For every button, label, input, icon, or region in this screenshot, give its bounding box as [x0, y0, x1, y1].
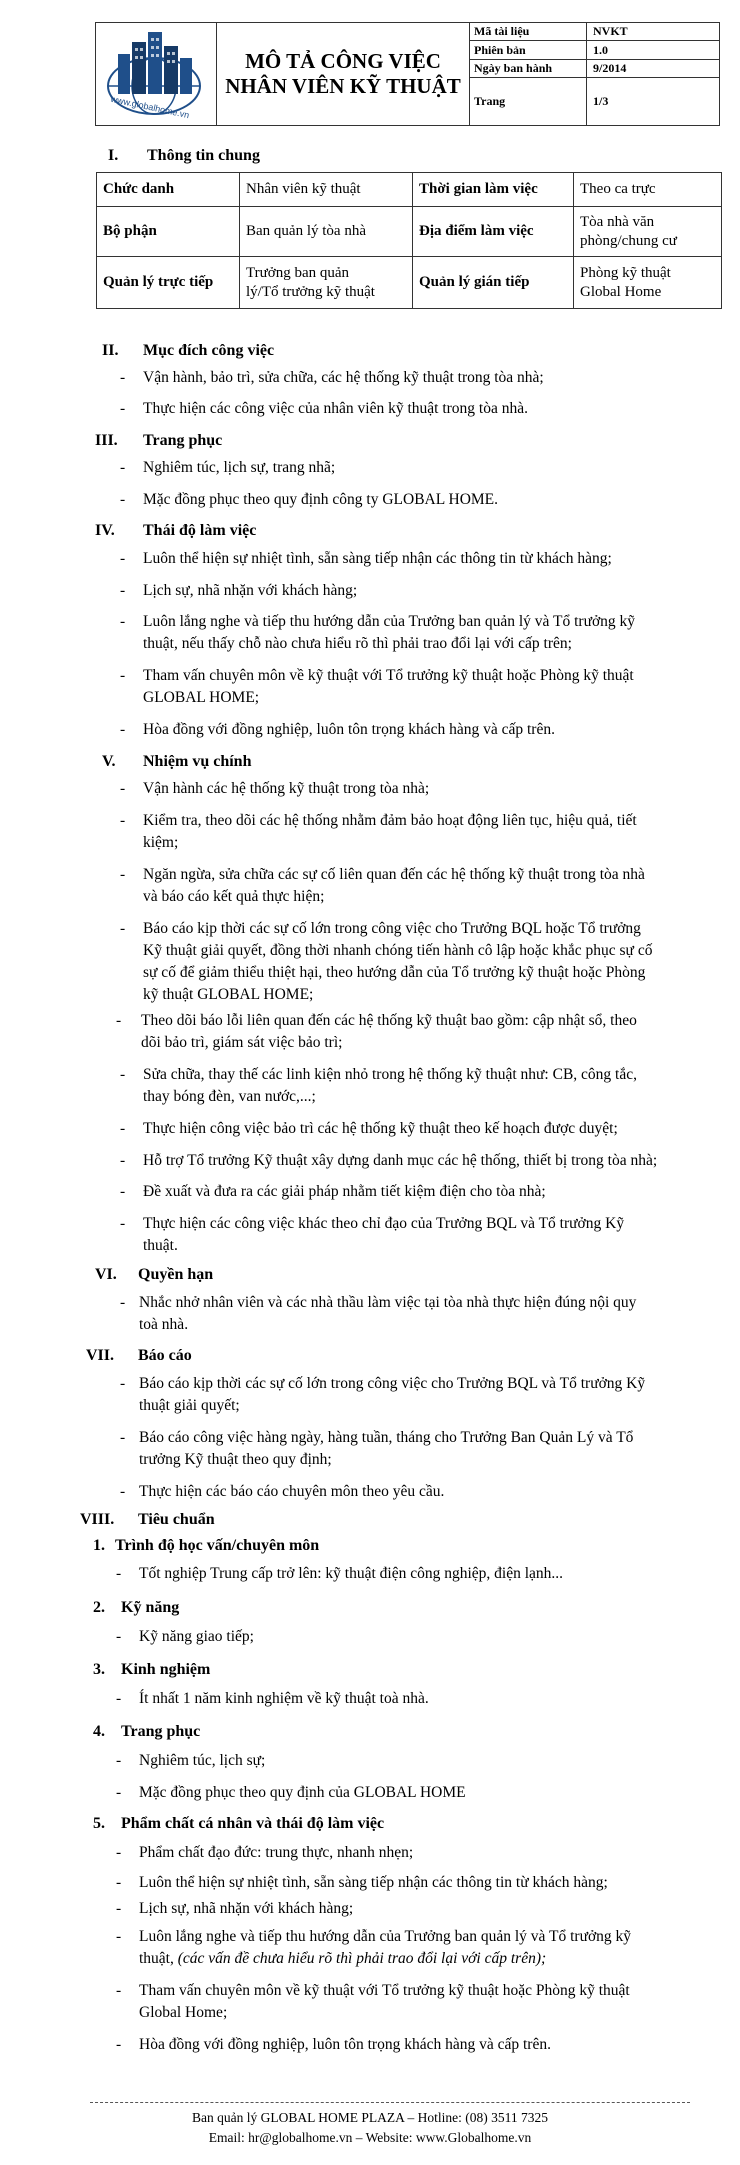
- subsection-number: 2.: [93, 1599, 105, 1616]
- bullet-dash: -: [116, 1752, 122, 1769]
- list-item: Thực hiện công việc bảo trì các hệ thống kỹ thuật theo kế hoạch được duyệt;: [143, 1120, 618, 1137]
- info-label: Địa điểm làm việc: [413, 207, 574, 257]
- list-item-cont: GLOBAL HOME;: [143, 689, 260, 706]
- list-item-cont: thuật giải quyết;: [139, 1397, 240, 1414]
- meta-value: NVKT: [587, 23, 720, 41]
- info-value-line: Tòa nhà văn: [580, 213, 655, 230]
- bullet-dash: -: [116, 1982, 122, 1999]
- bullet-dash: -: [120, 400, 126, 417]
- subsection-title: Kinh nghiệm: [121, 1661, 211, 1678]
- bullet-dash: -: [120, 1183, 126, 1200]
- list-item: Thực hiện các công việc khác theo chỉ đạo của Trưởng BQL và Tổ trưởng Kỹ: [143, 1215, 625, 1232]
- section-title: Mục đích công việc: [143, 342, 275, 359]
- general-info-table: [96, 172, 722, 309]
- list-item-cont: [139, 1948, 546, 1970]
- bullet-dash: -: [120, 1066, 126, 1083]
- list-item: Báo cáo kịp thời các sự cố lớn trong công việc cho Trưởng BQL và Tổ trưởng Kỹ: [139, 1375, 646, 1392]
- bullet-dash: -: [120, 369, 126, 386]
- bullet-dash: -: [116, 1784, 122, 1801]
- bullet-dash: -: [120, 1215, 126, 1232]
- list-item-cont: kiệm;: [143, 834, 179, 851]
- bullet-dash: -: [120, 582, 126, 599]
- document-header: [95, 22, 720, 126]
- subsection-number: 3.: [93, 1661, 105, 1678]
- subsection-title: Trình độ học vấn/chuyên môn: [115, 1537, 320, 1554]
- subsection-title: Trang phục: [121, 1723, 201, 1740]
- list-item: Hòa đồng với đồng nghiệp, luôn tôn trọng khách hàng và cấp trên.: [139, 2036, 551, 2053]
- bullet-dash: -: [120, 1152, 126, 1169]
- bullet-dash: -: [120, 550, 126, 567]
- info-value: Ban quản lý tòa nhà: [240, 207, 413, 257]
- company-logo: [96, 24, 214, 124]
- list-item-cont: và báo cáo kết quả thực hiện;: [143, 888, 325, 905]
- section-title: Trang phục: [143, 432, 223, 449]
- bullet-dash: -: [120, 812, 126, 829]
- section-number: V.: [102, 753, 116, 770]
- info-label: Quản lý trực tiếp: [97, 257, 240, 309]
- list-item: Hỗ trợ Tổ trưởng Kỹ thuật xây dựng danh mục các hệ thống, thiết bị trong tòa nhà;: [143, 1152, 658, 1169]
- section-title: Tiêu chuẩn: [138, 1511, 215, 1528]
- bullet-dash: -: [120, 721, 126, 738]
- logo-cell: [96, 23, 217, 126]
- list-item-cont: Global Home;: [139, 2004, 228, 2021]
- info-label: Chức danh: [97, 173, 240, 207]
- list-item: Ít nhất 1 năm kinh nghiệm về kỹ thuật toà nhà.: [139, 1690, 429, 1707]
- list-item: Ngăn ngừa, sửa chữa các sự cố liên quan đến các hệ thống kỹ thuật trong tòa nhà: [143, 866, 645, 883]
- list-item-cont: dõi bảo trì, giám sát việc bảo trì;: [141, 1034, 343, 1051]
- info-label: Thời gian làm việc: [413, 173, 574, 207]
- list-item: Đề xuất và đưa ra các giải pháp nhằm tiết kiệm điện cho tòa nhà;: [143, 1183, 546, 1200]
- list-item: Tham vấn chuyên môn về kỹ thuật với Tổ trưởng kỹ thuật hoặc Phòng kỹ thuật: [143, 667, 634, 684]
- list-item: Vận hành các hệ thống kỹ thuật trong tòa nhà;: [143, 780, 430, 797]
- list-item: Thực hiện các báo cáo chuyên môn theo yêu cầu.: [139, 1483, 445, 1500]
- meta-value: 9/2014: [587, 59, 720, 77]
- list-item: Báo cáo kịp thời các sự cố lớn trong công việc cho Trưởng BQL hoặc Tổ trưởng: [143, 920, 641, 937]
- meta-key: Phiên bản: [470, 41, 587, 59]
- meta-key: Trang: [470, 78, 587, 126]
- list-item: Mặc đồng phục theo quy định công ty GLOBAL HOME.: [143, 491, 499, 508]
- list-item: Tham vấn chuyên môn về kỹ thuật với Tổ trưởng kỹ thuật hoặc Phòng kỹ thuật: [139, 1982, 630, 1999]
- meta-key: Mã tài liệu: [470, 23, 587, 41]
- info-value: [574, 207, 722, 257]
- list-item-cont: thuật, nếu thấy chỗ nào chưa hiểu rõ thì phải trao đổi lại với cấp trên;: [143, 635, 572, 652]
- title-line-2: NHÂN VIÊN KỸ THUẬT: [225, 74, 461, 98]
- list-item: Lịch sự, nhã nhặn với khách hàng;: [143, 582, 358, 599]
- list-item-cont: kỹ thuật GLOBAL HOME;: [143, 986, 314, 1003]
- section-title: Quyền hạn: [138, 1266, 214, 1283]
- list-item: Thực hiện các công việc của nhân viên kỹ thuật trong tòa nhà.: [143, 400, 528, 417]
- list-item-cont: sự cố để giảm thiểu thiệt hại, theo hướng dẫn của Tổ trưởng kỹ thuật hoặc Phòng: [143, 964, 646, 981]
- bullet-dash: -: [120, 613, 126, 630]
- info-value-line: lý/Tổ trưởng kỹ thuật: [246, 283, 375, 300]
- list-item: Mặc đồng phục theo quy định của GLOBAL HOME: [139, 1784, 466, 1801]
- section-title: Báo cáo: [138, 1347, 192, 1364]
- bullet-dash: -: [116, 2036, 122, 2053]
- meta-key: Ngày ban hành: [470, 59, 587, 77]
- list-item: Luôn lắng nghe và tiếp thu hướng dẫn của Trưởng ban quản lý và Tổ trưởng kỹ: [139, 1928, 632, 1945]
- bullet-dash: -: [120, 491, 126, 508]
- list-item: Theo dõi báo lỗi liên quan đến các hệ thống kỹ thuật bao gồm: cập nhật sổ, theo: [141, 1012, 637, 1029]
- list-item: Nhắc nhở nhân viên và các nhà thầu làm việc tại tòa nhà thực hiện đúng nội quy: [139, 1294, 637, 1311]
- bullet-dash: -: [116, 1900, 122, 1917]
- bullet-dash: -: [120, 459, 126, 476]
- subsection-title: Kỹ năng: [121, 1599, 180, 1616]
- bullet-dash: -: [116, 1690, 122, 1707]
- bullet-dash: -: [116, 1565, 122, 1582]
- bullet-dash: -: [116, 1844, 122, 1861]
- footer-divider: [90, 2102, 690, 2103]
- subsection-title: Phẩm chất cá nhân và thái độ làm việc: [121, 1815, 385, 1832]
- list-item: Kiểm tra, theo dõi các hệ thống nhằm đảm bảo hoạt động liên tục, hiệu quả, tiết: [143, 812, 637, 829]
- info-value: [574, 257, 722, 309]
- list-item: Vận hành, bảo trì, sửa chữa, các hệ thống kỹ thuật trong tòa nhà;: [143, 369, 544, 386]
- list-item: Kỹ năng giao tiếp;: [139, 1628, 254, 1645]
- section-number: VII.: [86, 1347, 115, 1364]
- meta-value: 1/3: [587, 78, 720, 126]
- info-value: Theo ca trực: [574, 173, 722, 207]
- subsection-number: 5.: [93, 1815, 105, 1832]
- list-item: Báo cáo công việc hàng ngày, hàng tuần, tháng cho Trưởng Ban Quản Lý và Tổ: [139, 1429, 634, 1446]
- subsection-number: 1.: [93, 1537, 105, 1554]
- info-value: [240, 257, 413, 309]
- bullet-dash: -: [120, 1483, 126, 1500]
- info-label: Bộ phận: [97, 207, 240, 257]
- list-item: Luôn lắng nghe và tiếp thu hướng dẫn của Trưởng ban quản lý và Tổ trưởng kỹ: [143, 613, 636, 630]
- bullet-dash: -: [116, 1628, 122, 1645]
- list-item: Tốt nghiệp Trung cấp trở lên: kỹ thuật điện công nghiệp, điện lạnh...: [139, 1565, 564, 1582]
- bullet-dash: -: [120, 1294, 126, 1311]
- section-number: I.: [108, 147, 119, 164]
- list-item: Luôn thể hiện sự nhiệt tình, sẵn sàng tiếp nhận các thông tin từ khách hàng;: [139, 1874, 608, 1891]
- info-value-line: phòng/chung cư: [580, 232, 677, 249]
- bullet-dash: -: [120, 1120, 126, 1137]
- bullet-dash: -: [120, 667, 126, 684]
- section-title: Thái độ làm việc: [143, 522, 257, 539]
- bullet-dash: -: [120, 866, 126, 883]
- meta-value: 1.0: [587, 41, 720, 59]
- footer-contact: Ban quản lý GLOBAL HOME PLAZA – Hotline: (08) 3511 7325: [192, 2110, 548, 2125]
- title-line-1: MÔ TẢ CÔNG VIỆC: [245, 49, 441, 73]
- list-item: Lịch sự, nhã nhặn với khách hàng;: [139, 1900, 354, 1917]
- bullet-dash: -: [116, 1874, 122, 1891]
- list-item: Hòa đồng với đồng nghiệp, luôn tôn trọng khách hàng và cấp trên.: [143, 721, 555, 738]
- list-item-cont: thuật.: [143, 1237, 178, 1254]
- list-item: Nghiêm túc, lịch sự;: [139, 1752, 266, 1769]
- bullet-dash: -: [116, 1012, 122, 1029]
- bullet-dash: -: [120, 920, 126, 937]
- page-title: [217, 23, 470, 126]
- list-item: Sửa chữa, thay thế các linh kiện nhỏ trong hệ thống kỹ thuật như: CB, công tắc,: [143, 1066, 637, 1083]
- section-number: IV.: [95, 522, 115, 539]
- info-value: Nhân viên kỹ thuật: [240, 173, 413, 207]
- list-item-cont: thay bóng đèn, van nước,...;: [143, 1088, 316, 1105]
- list-item-cont: toà nhà.: [139, 1316, 189, 1333]
- list-item-text: thuật,: [139, 1950, 178, 1967]
- footer-email-website: Email: hr@globalhome.vn – Website: www.Globalhome.vn: [208, 2130, 532, 2145]
- info-value-line: Trưởng ban quản: [246, 264, 350, 281]
- bullet-dash: -: [120, 780, 126, 797]
- section-title: Nhiệm vụ chính: [143, 753, 252, 770]
- bullet-dash: -: [116, 1928, 122, 1945]
- list-item: Luôn thể hiện sự nhiệt tình, sẵn sàng tiếp nhận các thông tin từ khách hàng;: [143, 550, 612, 567]
- list-item-cont: Kỹ thuật giải quyết, đồng thời nhanh chóng tiến hành cô lập hoặc khắc phục sự cố: [143, 942, 653, 959]
- section-title: Thông tin chung: [147, 147, 260, 164]
- info-value-line: Phòng kỹ thuật: [580, 264, 671, 281]
- list-item-cont: trưởng Kỹ thuật theo quy định;: [139, 1451, 332, 1468]
- section-number: III.: [95, 432, 118, 449]
- section-number: VIII.: [80, 1511, 115, 1528]
- info-label: Quản lý gián tiếp: [413, 257, 574, 309]
- section-number: VI.: [95, 1266, 117, 1283]
- info-value-line: Global Home: [580, 283, 662, 300]
- bullet-dash: -: [120, 1429, 126, 1446]
- bullet-dash: -: [120, 1375, 126, 1392]
- logo-url: www.globalhome.vn: [109, 93, 191, 121]
- list-item-italic: (các vấn đề chưa hiểu rõ thì phải trao đổi lại với cấp trên);: [177, 1950, 547, 1967]
- list-item: Nghiêm túc, lịch sự, trang nhã;: [143, 459, 336, 476]
- section-number: II.: [102, 342, 119, 359]
- subsection-number: 4.: [93, 1723, 105, 1740]
- list-item: Phẩm chất đạo đức: trung thực, nhanh nhẹn;: [139, 1844, 414, 1861]
